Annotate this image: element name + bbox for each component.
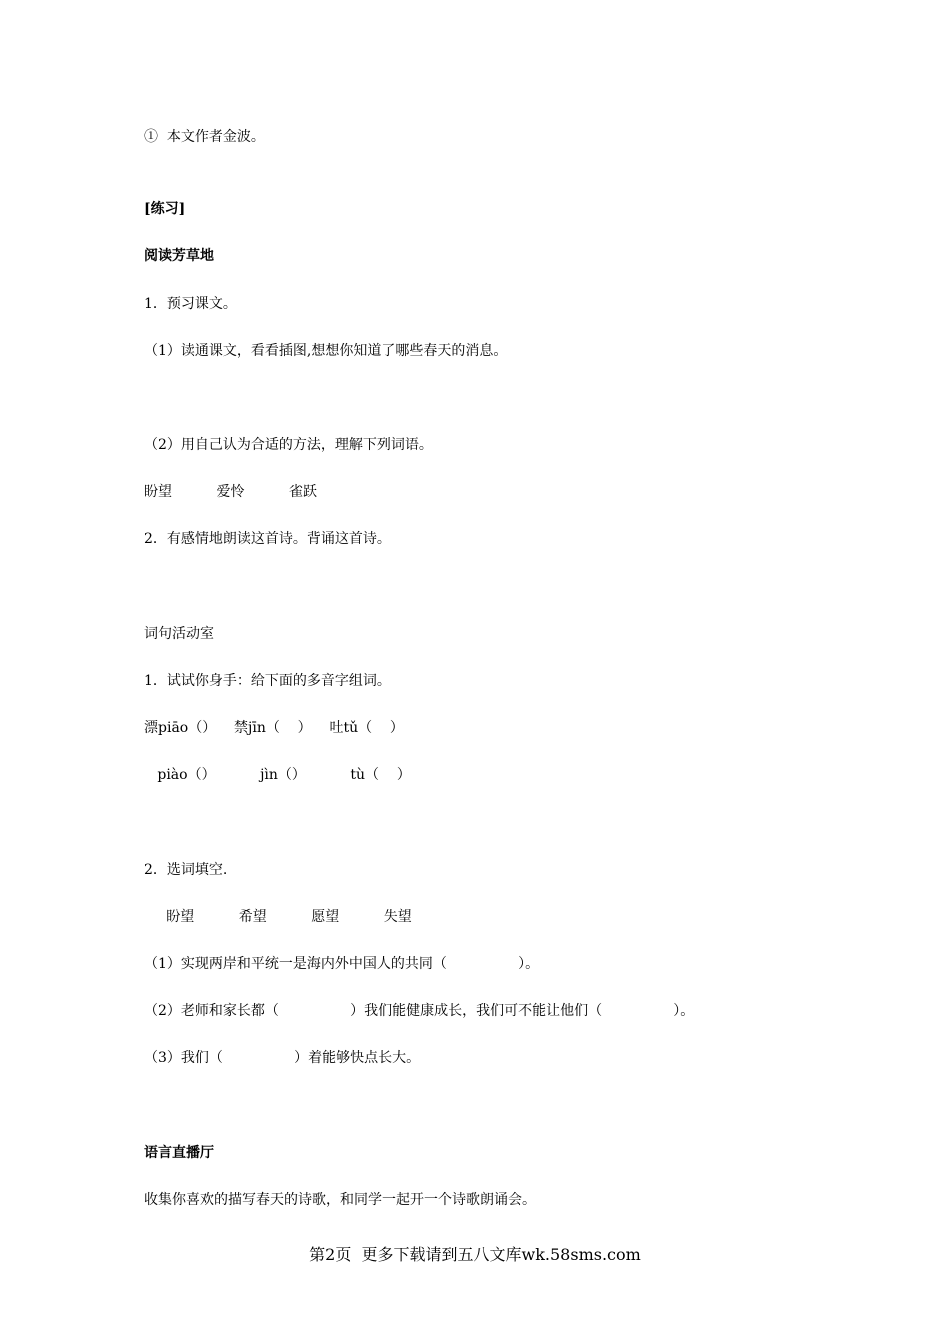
vocabulary-words: 盼望 爱怜 雀跃 <box>144 484 318 500</box>
reading-question-2: 2．有感情地朗读这首诗。背诵这首诗。 <box>144 531 391 547</box>
footnote-author: ① 本文作者金波。 <box>144 129 265 145</box>
words-room-question-1: 1．试试你身手：给下面的多音字组词。 <box>144 673 391 689</box>
fill-blank-3: （3）我们（ ）着能够快点长大。 <box>144 1050 421 1066</box>
language-section-heading: 语言直播厅 <box>144 1145 214 1161</box>
fill-blank-1: （1）实现两岸和平统一是海内外中国人的共同（ ）。 <box>144 956 540 972</box>
polyphonic-row-1: 漂piāo（） 禁jīn（ ） 吐tǔ（ ） <box>144 720 404 736</box>
practice-heading: [练习] <box>144 201 186 217</box>
polyphonic-row-2: piào（） jìn（） tù（ ） <box>144 767 411 783</box>
word-choices: 盼望 希望 愿望 失望 <box>144 909 412 925</box>
page-footer: 第2页 更多下载请到五八文库wk.58sms.com <box>309 1245 641 1264</box>
reading-question-1-1: （1）读通课文，看看插图,想想你知道了哪些春天的消息。 <box>144 343 508 359</box>
language-task: 收集你喜欢的描写春天的诗歌，和同学一起开一个诗歌朗诵会。 <box>144 1192 536 1208</box>
fill-blank-2: （2）老师和家长都（ ）我们能健康成长，我们可不能让他们（ ）。 <box>144 1003 695 1019</box>
words-room-heading: 词句活动室 <box>144 626 214 642</box>
reading-section-heading: 阅读芳草地 <box>144 248 214 264</box>
reading-question-1-2: （2）用自己认为合适的方法，理解下列词语。 <box>144 437 433 453</box>
words-room-question-2: 2．选词填空. <box>144 862 228 878</box>
reading-question-1: 1．预习课文。 <box>144 296 237 312</box>
